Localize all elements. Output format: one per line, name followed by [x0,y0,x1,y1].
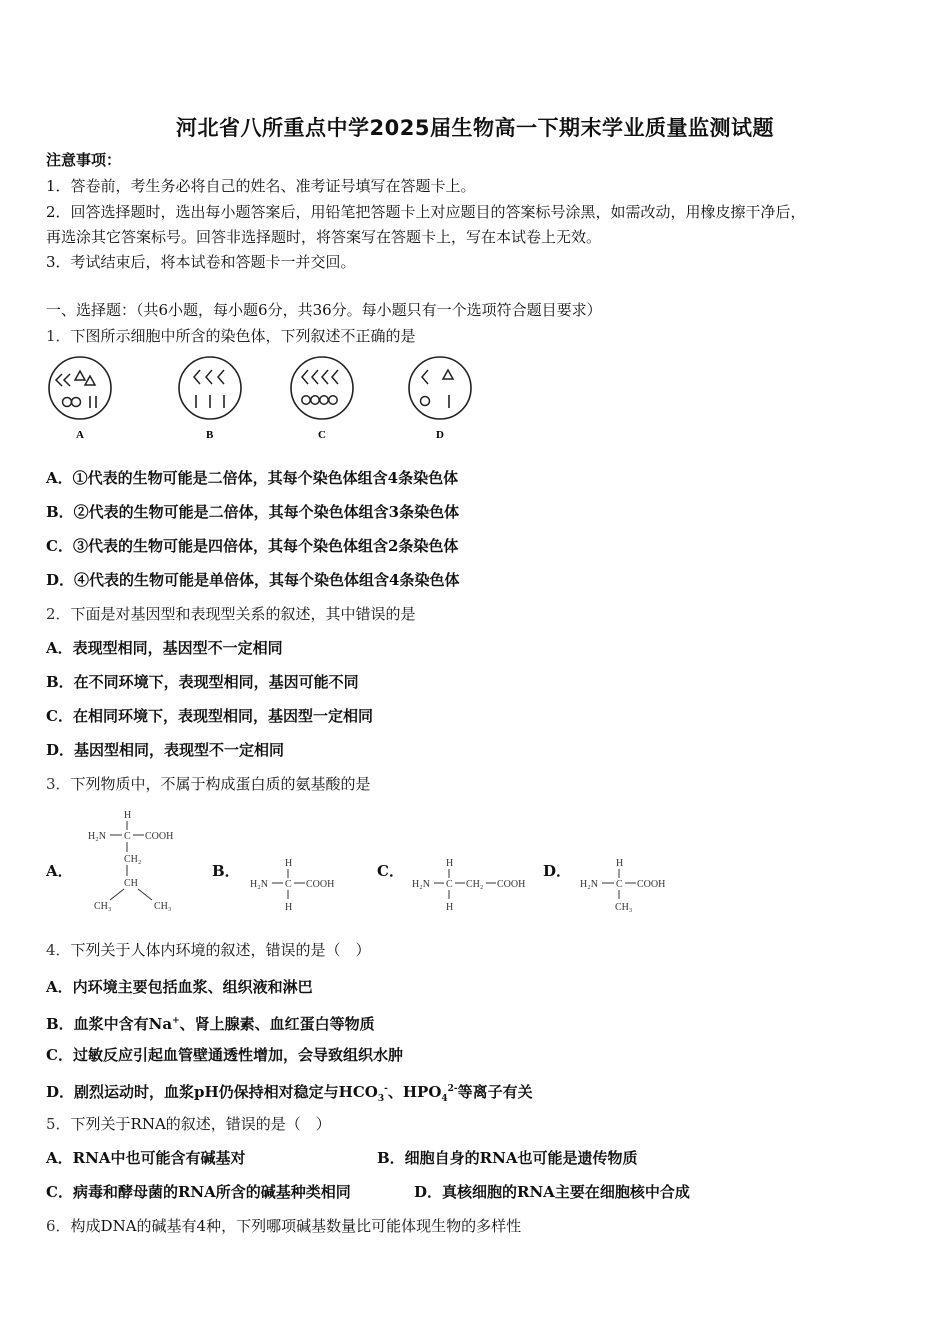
question-4 [46,940,371,960]
option-a-label: A． [46,862,73,880]
option-c: C．病毒和酵母菌的RNA所含的碱基种类相同 [46,1183,351,1201]
question-stem: 构成DNA的碱基有4种，下列哪项碱基数量比可能体现生物的多样性 [70,1217,522,1235]
option-a: A．内环境主要包括血浆、组织液和淋巴 [46,978,313,996]
option-c: C．③代表的生物可能是四倍体，其每个染色体组含2条染色体 [46,537,459,555]
option-c: C．在相同环境下，表现型相同，基因型一定相同 [46,707,373,725]
question-stem: 下列物质中，不属于构成蛋白质的氨基酸的是 [70,775,371,793]
notice-heading: 注意事项： [46,151,122,169]
option-b-text-rest: 、肾上腺素、血红蛋白等物质 [179,1015,375,1033]
atom-h: H [285,902,293,913]
atom-c: C [446,879,453,890]
group-h2n: H₂N [88,831,106,842]
option-c-label: C． [377,862,404,880]
notice-item: 2．回答选择题时，选出每小题答案后，用铅笔把答题卡上对应题目的答案标号涂黑，如需改动，用橡皮擦干净后， [46,203,806,221]
group-ch3: CH₃ [94,901,112,912]
option-a: A．表现型相同，基因型不一定相同 [46,639,283,657]
notice-item: 1．答卷前，考生务必将自己的姓名、准考证号填写在答题卡上。 [46,177,476,195]
atom-c: C [124,831,131,842]
notice-item: 3．考试结束后，将本试卷和答题卡一并交回。 [46,253,356,271]
option-d-text-mid: 、HPO [387,1083,442,1101]
option-a: A．①代表的生物可能是二倍体，其每个染色体组含4条染色体 [46,469,459,487]
subscript: 3 [377,1094,385,1104]
superscript: 2- [447,1084,458,1094]
option-d-label: D． [543,862,572,880]
option-b: B．细胞自身的RNA也可能是遗传物质 [377,1149,638,1167]
atom-h: H [124,810,132,821]
atom-h: H [446,902,454,913]
group-h2n: H₂N [580,879,598,890]
question-stem: 下图所示细胞中所含的染色体，下列叙述不正确的是 [70,327,416,345]
option-c: C．过敏反应引起血管壁通透性增加，会导致组织水肿 [46,1046,403,1064]
structure-d [578,854,682,916]
superscript: - [384,1084,388,1094]
cell-diagram-c [286,352,362,444]
figure-label-a: A [76,429,84,441]
cell-diagram-b [174,352,250,444]
question-number: 6． [46,1217,71,1235]
option-d [46,1079,533,1109]
group-h2n: H₂N [412,879,430,890]
question-3 [46,774,371,794]
question-stem: 下列关于人体内环境的叙述，错误的是（ ） [70,941,371,959]
question-stem: 下列关于RNA的叙述，错误的是（ ） [70,1115,331,1133]
group-ch2: CH₂ [466,879,484,890]
option-b: B．②代表的生物可能是二倍体，其每个染色体组含3条染色体 [46,503,460,521]
question-number: 4． [46,941,71,959]
option-a: A．RNA中也可能含有碱基对 [46,1149,246,1167]
group-ch: CH [124,878,138,889]
question-2 [46,604,416,624]
atom-c: C [285,879,292,890]
option-b-text: B．血浆中含有Na [46,1015,173,1033]
atom-h: H [616,858,624,869]
group-cooh: COOH [637,879,666,890]
atom-h: H [446,858,454,869]
cell-diagram-a [44,352,120,444]
chromosome-figure [40,352,500,444]
option-b: B．在不同环境下，表现型相同，基因可能不同 [46,673,359,691]
cell-diagram-d [404,352,480,444]
question-1 [46,326,416,346]
question-5 [46,1114,331,1134]
question-number: 2． [46,605,71,623]
option-d-text: D．剧烈运动时，血浆pH仍保持相对稳定与HCO [46,1083,378,1101]
notice-item: 再选涂其它答案标号。回答非选择题时，将答案写在答题卡上，写在本试卷上无效。 [46,228,602,246]
atom-h: H [285,858,293,869]
group-ch3: CH₃ [615,902,633,913]
question-number: 5． [46,1115,71,1133]
group-ch2: CH₂ [124,854,142,865]
subscript: 4 [441,1094,448,1104]
figure-label-d: D [436,429,444,441]
group-cooh: COOH [497,879,526,890]
option-d: D．④代表的生物可能是单倍体，其每个染色体组含4条染色体 [46,571,460,589]
question-stem: 下面是对基因型和表现型关系的叙述，其中错误的是 [70,605,416,623]
figure-label-b: B [206,429,214,441]
section-heading: 一、选择题：（共6小题，每小题6分，共36分。每小题只有一个选项符合题目要求） [46,301,602,319]
question-6 [46,1216,521,1236]
option-d-text-rest: 等离子有关 [457,1083,533,1101]
option-b-label: B． [212,862,240,880]
structure-b [248,854,352,916]
option-b [46,1011,375,1034]
question-number: 1． [46,327,71,345]
group-ch3: CH₃ [154,901,172,912]
group-cooh: COOH [145,831,174,842]
question-number: 3． [46,775,71,793]
structure-a [84,806,194,912]
group-cooh: COOH [306,879,335,890]
atom-c: C [616,879,623,890]
figure-label-c: C [318,429,326,441]
group-h2n: H₂N [250,879,268,890]
option-d: D．基因型相同，表现型不一定相同 [46,741,285,759]
superscript: + [172,1016,180,1026]
structure-c [410,854,538,916]
page-title: 河北省八所重点中学2025届生物高一下期末学业质量监测试题 [176,116,774,140]
option-d: D．真核细胞的RNA主要在细胞核中合成 [414,1183,690,1201]
